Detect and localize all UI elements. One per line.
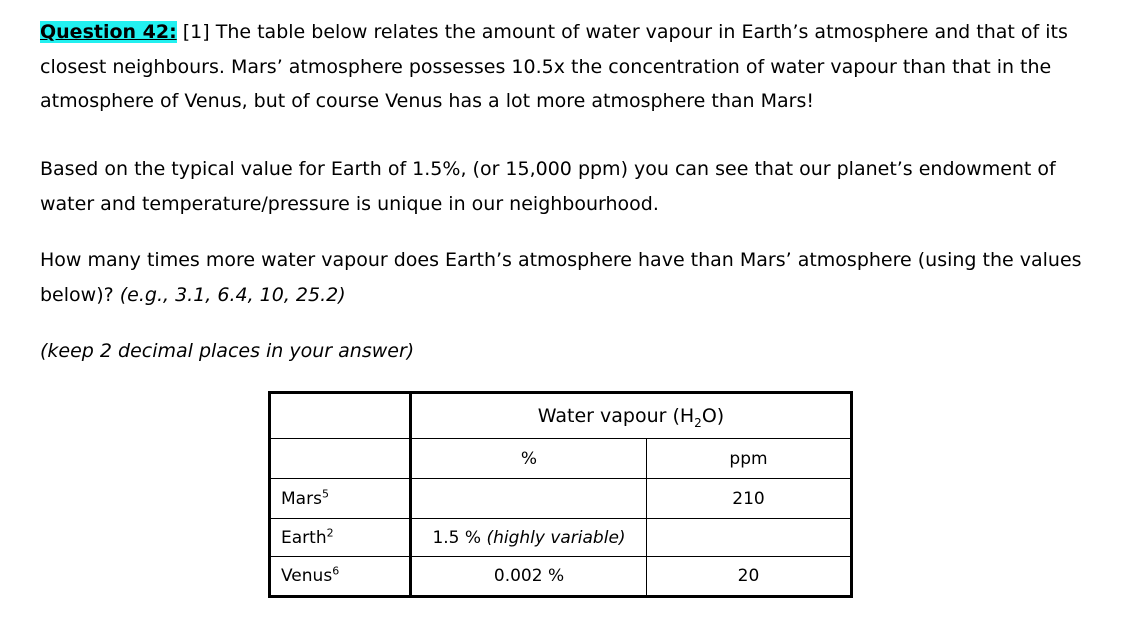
question-marks: [1] xyxy=(182,21,210,43)
table-row xyxy=(270,519,852,557)
question-prompt-text: How many times more water vapour does Earth’s atmosphere have than Mars’ atmosphere (using the values below)? xyxy=(40,249,1082,306)
planet-name: Mars$^5$ xyxy=(270,479,411,519)
question-instruction: (keep 2 decimal places in your answer) xyxy=(40,340,415,362)
question-paragraph-2: Based on the typical value for Earth of 1.5%, (or 15,000 ppm) you can see that our planet’s endowment of water and temperature/pressure is unique in our neighbourhood. xyxy=(40,158,1056,215)
planet-name: Venus$^6$ xyxy=(270,557,411,597)
percent-value: 1.5 % (highly variable) xyxy=(411,519,647,557)
table-corner-cell xyxy=(270,393,411,439)
table-header-water-vapour: Water vapour $(H_2O)$ xyxy=(411,393,852,439)
percent-value xyxy=(411,479,647,519)
question-prompt xyxy=(40,243,1100,312)
ppm-value: 20 xyxy=(647,557,852,597)
percent-value: 0.002 % xyxy=(411,557,647,597)
water-vapour-table xyxy=(268,391,853,598)
question-label: Question 42: xyxy=(40,21,177,43)
question-intro xyxy=(40,15,1100,119)
unit-percent-header: % xyxy=(411,439,647,479)
planet-name: Earth$^2$ xyxy=(270,519,411,557)
question-examples: (e.g., 3.1, 6.4, 10, 25.2) xyxy=(119,283,346,306)
ppm-value: 210 xyxy=(647,479,852,519)
table-units-row xyxy=(270,439,852,479)
ppm-value xyxy=(647,519,852,557)
unit-ppm-header: ppm xyxy=(647,439,852,479)
table-row xyxy=(270,557,852,597)
table-row xyxy=(270,479,852,519)
table-header-row xyxy=(270,393,852,439)
question-intro-text: The table below relates the amount of water vapour in Earth’s atmosphere and that of its closest neighbours. Mars’ atmosphere possesses 10.5x the concentration of water vapour than that in the atmosphere of Venus, but of course Venus has a lot more atmosphere than Mars! xyxy=(40,21,1068,112)
table-cell xyxy=(270,439,411,479)
